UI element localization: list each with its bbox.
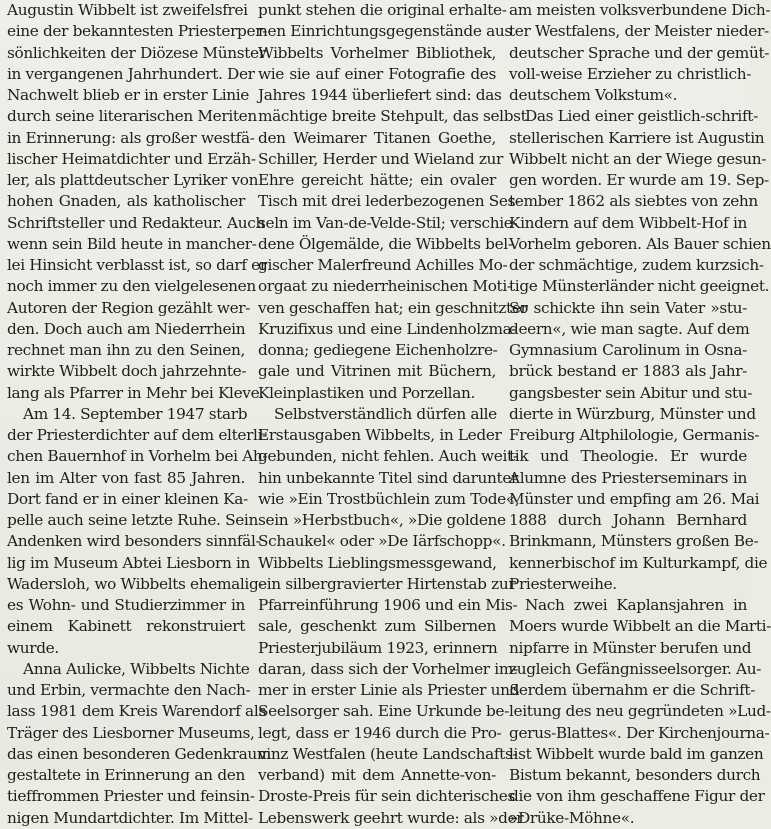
text-line: Kleinplastiken und Porzellan. — [258, 383, 475, 402]
text-line: Priesterweihe. — [509, 574, 617, 593]
text-line: Lebenswerk geehrt wurde: als »der — [258, 808, 524, 827]
text-line: deutschem Volkstum«. — [509, 86, 678, 104]
text-line: gerus-Blattes«. Der Kirchenjourna- — [509, 723, 770, 742]
text-line: ler, als plattdeutscher Lyriker von — [7, 171, 259, 189]
text-line: Gymnasium Carolinum in Osna- — [509, 341, 747, 359]
text-line: noch immer zu den vielgelesenen — [7, 277, 256, 296]
text-line: tik und Theologie. Er wurde — [509, 447, 747, 466]
text-line: orgaat zu niederrheinischen Moti- — [258, 277, 512, 296]
text-line: einem Kabinett rekonstruiert — [7, 617, 245, 636]
text-line: Kindern auf dem Wibbelt-Hof in — [509, 213, 747, 232]
text-line: voll-weise Erzieher zu christlich- — [509, 64, 752, 83]
text-line: lei Hinsicht verblasst ist, so darf er — [7, 256, 267, 274]
text-line: lischer Heimatdichter und Erzäh- — [7, 149, 256, 168]
text-line: legt, dass er 1946 durch die Pro- — [258, 723, 502, 742]
text-line: Träger des Liesborner Museums, — [7, 723, 255, 742]
text-line: wenn sein Bild heute in mancher- — [7, 234, 257, 253]
text-line: rechnet man ihn zu den Seinen, — [7, 341, 245, 359]
text-line: den. Doch auch am Niederrhein — [7, 319, 246, 338]
text-line: pelle auch seine letzte Ruhe. Sein — [7, 511, 258, 529]
text-line: wie »Ein Trostbüchlein zum Tode«, — [258, 489, 520, 508]
text-line: donna; gediegene Eichenholzre- — [258, 341, 498, 359]
text-line: Vorhelm geboren. Als Bauer schien — [509, 234, 771, 253]
text-line: Nach zwei Kaplansjahren in — [525, 596, 747, 614]
text-line: den Weimarer Titanen Goethe, — [258, 128, 496, 147]
text-line: Jahres 1944 überliefert sind: das — [258, 86, 502, 104]
text-line: seln im Van-de-Velde-Stil; verschie- — [258, 213, 518, 232]
text-line: Tisch mit drei lederbezogenen Ses- — [258, 192, 520, 211]
text-line: Augustin Wibbelt ist zweifelsfrei — [7, 1, 248, 19]
text-line: daran, dass sich der Vorhelmer im- — [258, 659, 518, 678]
text-line: der schmächtige, zudem kurzsich- — [509, 256, 764, 274]
text-line: tieffrommen Priester und feinsin- — [7, 787, 255, 806]
text-line: leitung des neu gegründeten »Lud- — [509, 702, 771, 721]
text-line: lass 1981 dem Kreis Warendorf als — [7, 702, 266, 721]
text-line: Wibbelts Vorhelmer Bibliothek, — [258, 43, 496, 62]
text-line: tige Münsterländer nicht geeignet. — [509, 277, 770, 296]
text-line: brück bestand er 1883 als Jahr- — [509, 362, 747, 381]
text-line: Droste-Preis für sein dichterisches — [258, 787, 515, 806]
text-line: wirkte Wibbelt doch jahrzehnte- — [7, 362, 247, 381]
text-line: So schickte ihn sein Vater »stu- — [509, 298, 747, 317]
text-line: verband) mit dem Annette-von- — [258, 766, 496, 784]
text-line: nen Einrichtungsgegenstände aus — [258, 22, 512, 41]
text-line: ven geschaffen hat; ein geschnitzter — [258, 298, 528, 317]
text-line: gangsbester sein Abitur und stu- — [509, 383, 753, 402]
text-line: tember 1862 als siebtes von zehn — [509, 192, 758, 211]
text-line: lig im Museum Abtei Liesborn in — [7, 553, 251, 572]
text-line: ein silbergravierter Hirtenstab zur — [258, 574, 516, 593]
text-line: wurde. — [7, 638, 59, 657]
text-line: es Wohn- und Studierzimmer in — [7, 596, 245, 614]
text-line: in Erinnerung: als großer westfä- — [7, 128, 255, 147]
text-line: durch seine literarischen Meriten — [7, 107, 257, 126]
text-line: nigen Mundartdichter. Im Mittel- — [7, 808, 253, 827]
text-line: in vergangenen Jahrhundert. Der — [7, 64, 255, 83]
text-line: Freiburg Altphilologie, Germanis- — [509, 426, 760, 444]
text-column-2 — [258, 0, 528, 827]
text-line: hohen Gnaden, als katholischer — [7, 192, 245, 211]
text-line: kennerbischof im Kulturkampf, die — [509, 553, 768, 572]
text-line: list Wibbelt wurde bald im ganzen — [509, 744, 764, 763]
text-line: deern«, wie man sagte. Auf dem — [509, 319, 750, 338]
text-line: deutscher Sprache und der gemüt- — [509, 43, 770, 62]
text-line: Brinkmann, Münsters großen Be- — [509, 532, 759, 551]
text-line: wie sie auf einer Fotografie des — [258, 64, 496, 83]
text-line: Kruzifixus und eine Lindenholzma- — [258, 319, 517, 338]
text-column-1 — [7, 0, 272, 827]
text-line: Das Lied einer geistlich-schrift- — [525, 107, 758, 126]
text-line: Wadersloh, wo Wibbelts ehemalig- — [7, 574, 264, 593]
text-line: sein »Herbstbuch«, »Die goldene — [258, 511, 506, 529]
text-line: Priesterjubiläum 1923, erinnern — [258, 638, 498, 657]
text-line: dierte in Würzburg, Münster und — [509, 404, 756, 423]
text-line: vinz Westfalen (heute Landschafts- — [258, 744, 518, 763]
text-line: len im Alter von fast 85 Jahren. — [7, 468, 245, 487]
text-column-3 — [509, 0, 771, 827]
text-line: Erstausgaben Wibbelts, in Leder — [258, 426, 502, 444]
text-line: Autoren der Region gezählt wer- — [7, 298, 251, 317]
text-line: Schaukel« oder »De Iärfschopp«. — [258, 532, 506, 551]
text-line: »Drüke-Möhne«. — [509, 808, 635, 827]
text-line: Dort fand er in einer kleinen Ka- — [7, 489, 248, 508]
text-line: sale, geschenkt zum Silbernen — [258, 617, 496, 636]
text-line: Pfarreinführung 1906 und ein Mis- — [258, 596, 518, 614]
text-line: chen Bauernhof in Vorhelm bei Ah- — [7, 447, 268, 466]
text-line: Selbstverständlich dürfen alle — [274, 404, 497, 423]
text-line: der Priesterdichter auf dem elterli- — [7, 426, 267, 444]
text-line: stellerischen Karriere ist Augustin — [509, 128, 765, 147]
text-line: Anna Aulicke, Wibbelts Nichte — [23, 659, 250, 678]
text-line: gale und Vitrinen mit Büchern, — [258, 362, 496, 381]
text-line: sönlichkeiten der Diözese Münster — [7, 43, 266, 62]
text-line: zugleich Gefängnisseelsorger. Au- — [509, 659, 762, 678]
text-line: Wibbelt nicht an der Wiege gesun- — [509, 149, 767, 168]
text-line: und Erbin, vermachte den Nach- — [7, 681, 251, 699]
text-line: gen worden. Er wurde am 19. Sep- — [509, 171, 769, 189]
text-line: Am 14. September 1947 starb — [23, 404, 248, 423]
text-line: Münster und empfing am 26. Mai — [509, 489, 760, 508]
text-line: Schriftsteller und Redakteur. Auch — [7, 213, 265, 232]
text-line: dene Ölgemälde, die Wibbelts bel- — [258, 234, 513, 253]
text-line: gestaltete in Erinnerung an den — [7, 766, 245, 784]
text-line: Schiller, Herder und Wieland zur — [258, 149, 504, 168]
text-line: Wibbelts Lieblingsmessgewand, — [258, 553, 497, 572]
text-line: nipfarre in Münster berufen und — [509, 638, 752, 657]
text-line: Andenken wird besonders sinnfäl- — [7, 532, 261, 551]
text-line: gebunden, nicht fehlen. Auch weit- — [258, 447, 518, 466]
text-line: Seelsorger sah. Eine Urkunde be- — [258, 702, 509, 721]
text-line: die von ihm geschaffene Figur der — [509, 787, 765, 806]
text-line: Ehre gereicht hätte; ein ovaler — [258, 171, 496, 189]
text-line: Moers wurde Wibbelt an die Marti- — [509, 617, 771, 636]
text-line: lang als Pfarrer in Mehr bei Kleve. — [7, 383, 264, 402]
text-line: mer in erster Linie als Priester und — [258, 681, 520, 699]
text-line: 1888 durch Johann Bernhard — [509, 511, 747, 529]
text-line: das einen besonderen Gedenkraum — [7, 744, 272, 763]
text-line: ter Westfalens, der Meister nieder- — [509, 22, 769, 41]
text-line: ßerdem übernahm er die Schrift- — [509, 681, 756, 699]
text-line: Bistum bekannt, besonders durch — [509, 766, 761, 784]
text-line: punkt stehen die original erhalte- — [258, 1, 507, 19]
text-line: mächtige breite Stehpult, das selbst — [258, 107, 527, 126]
text-line: am meisten volksverbundene Dich- — [509, 1, 771, 19]
text-line: Alumne des Priesterseminars in — [509, 468, 747, 487]
text-line: Nachwelt blieb er in erster Linie — [7, 86, 249, 104]
text-line: eine der bekanntesten Priesterper- — [7, 22, 267, 41]
text-line: gischer Malerfreund Achilles Mo- — [258, 256, 508, 274]
text-line: hin unbekannte Titel sind darunter — [258, 468, 519, 487]
